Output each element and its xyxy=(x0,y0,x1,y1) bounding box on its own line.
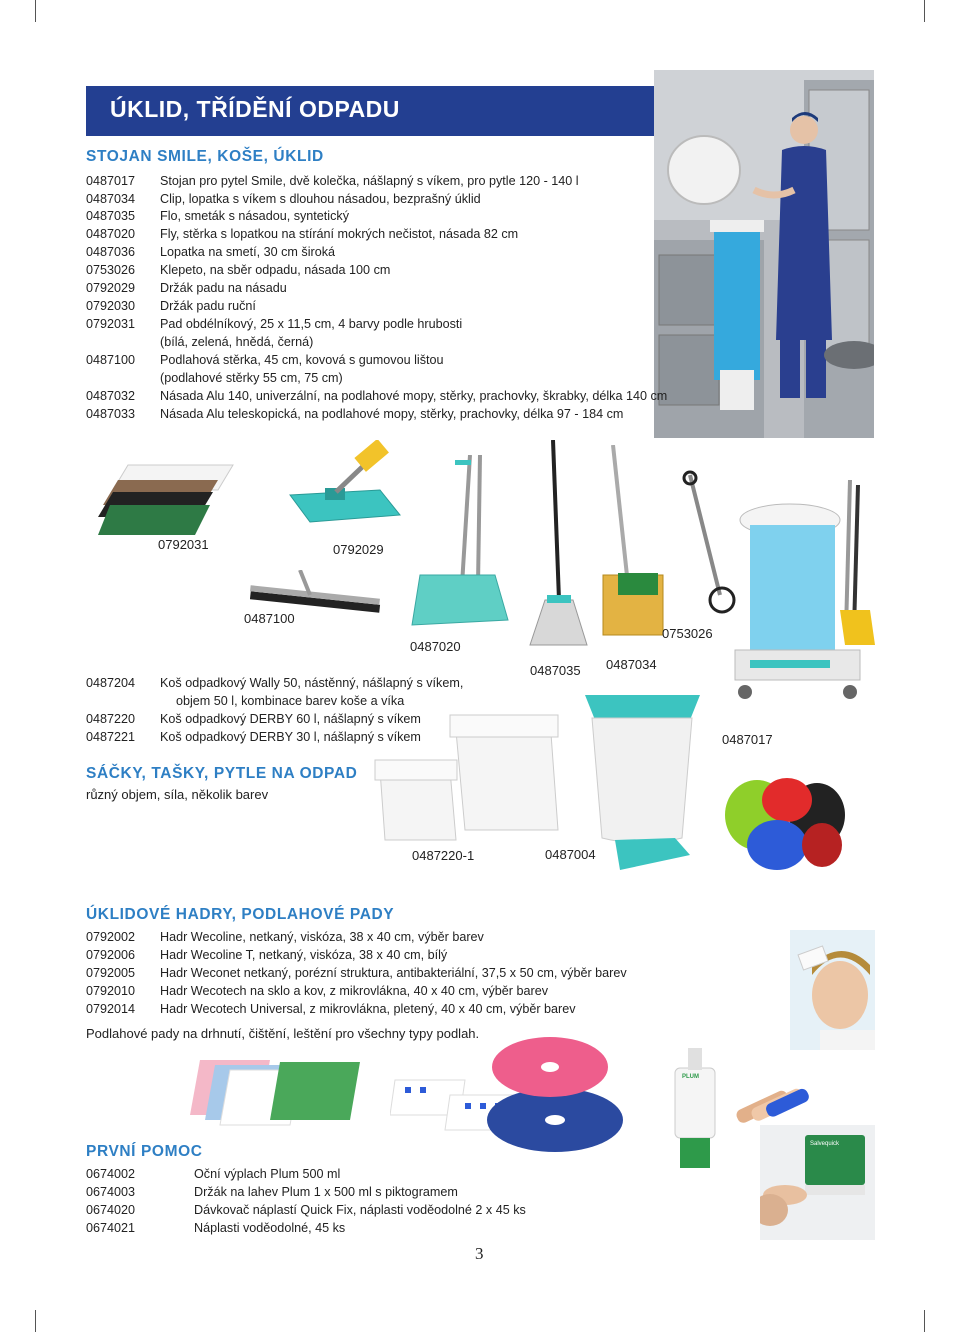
bin-wally-image xyxy=(580,690,710,875)
section-note: Podlahové pady na drhnutí, čištění, leštění pro všechny typy podlah. xyxy=(86,1026,480,1041)
list-item: 0792002 Hadr Wecoline, netkaný, viskóza, 38 x 40 cm, výběr barev xyxy=(86,930,484,944)
pad-holder-image xyxy=(270,440,410,540)
product-caption: 0487034 xyxy=(606,657,657,672)
pads-image xyxy=(98,460,238,540)
rags-image xyxy=(190,1050,365,1130)
crop-mark-bottom-right xyxy=(924,1310,925,1332)
list-item: 0487035 Flo, smeták s násadou, syntetický xyxy=(86,209,349,223)
broom-image xyxy=(525,440,595,655)
list-item: 0753026 Klepeto, na sběr odpadu, násada 100 cm xyxy=(86,263,391,277)
list-item: 0487221 Koš odpadkový DERBY 30 l, nášlapný s víkem xyxy=(86,730,421,744)
product-caption: 0487004 xyxy=(545,847,596,862)
eyewash-photo xyxy=(790,930,875,1050)
list-item: 0674021 Náplasti voděodolné, 45 ks xyxy=(86,1221,346,1235)
section-title-stojan: STOJAN SMILE, KOŠE, ÚKLID xyxy=(86,148,324,165)
list-item: 0674020 Dávkovač náplastí Quick Fix, náplasti voděodolné 2 x 45 ks xyxy=(86,1203,526,1217)
crop-mark-bottom-left xyxy=(35,1310,36,1332)
list-item: 0487017 Stojan pro pytel Smile, dvě kolečka, nášlapný s víkem, pro pytle 120 - 140 l xyxy=(86,174,579,188)
squeegee-image xyxy=(250,570,390,615)
list-item: 0487100 Podlahová stěrka, 45 cm, kovová s gumovou lištou xyxy=(86,353,444,367)
list-item-continuation: (bílá, zelená, hnědá, černá) xyxy=(160,335,314,349)
section-title-sacky: SÁČKY, TAŠKY, PYTLE NA ODPAD xyxy=(86,765,358,782)
page-title: ÚKLID, TŘÍDĚNÍ ODPADU xyxy=(110,96,400,122)
list-item: 0487036 Lopatka na smetí, 30 cm široká xyxy=(86,245,335,259)
list-item: 0792030 Držák padu ruční xyxy=(86,299,256,313)
list-item: 0674003 Držák na lahev Plum 1 x 500 ml s piktogramem xyxy=(86,1185,458,1199)
list-item: 0487034 Clip, lopatka s víkem s dlouhou násadou, bezprašný úklid xyxy=(86,192,481,206)
section-title-hadry: ÚKLIDOVÉ HADRY, PODLAHOVÉ PADY xyxy=(86,906,395,923)
salvequick-label: Salvequick xyxy=(810,1141,840,1147)
cart-image xyxy=(730,470,880,705)
product-caption: 0753026 xyxy=(662,626,713,641)
product-caption: 0487017 xyxy=(722,732,773,747)
list-item: 0792005 Hadr Weconet netkaný, porézní struktura, antibakteriální, 37,5 x 50 cm, výběr barev xyxy=(86,966,627,980)
list-item: 0792010 Hadr Wecotech na sklo a kov, z mikrovlákna, 40 x 40 cm, výběr barev xyxy=(86,984,549,998)
list-item: 0487032 Násada Alu 140, univerzální, na podlahové mopy, stěrky, prachovky, škrabky, délka 140 cm xyxy=(86,389,668,403)
list-item: 0487220 Koš odpadkový DERBY 60 l, nášlapný s víkem xyxy=(86,712,421,726)
list-item: 0792014 Hadr Wecotech Universal, z mikrovlákna, pletený, 40 x 40 cm, výběr barev xyxy=(86,1002,576,1016)
plasters-image xyxy=(730,1080,810,1125)
list-item-continuation: (podlahové stěrky 55 cm, 75 cm) xyxy=(160,371,343,385)
list-item-continuation: objem 50 l, kombinace barev koše a víka xyxy=(176,694,405,708)
product-caption: 0792029 xyxy=(333,542,384,557)
section-title-pomoc: PRVNÍ POMOC xyxy=(86,1143,203,1160)
plum-label: PLUM xyxy=(682,1074,699,1080)
product-caption: 0792031 xyxy=(158,537,209,552)
dustpan-clip-image xyxy=(598,445,668,645)
crop-mark-left xyxy=(35,0,36,22)
dustpan-fly-image xyxy=(400,455,510,635)
page-number: 3 xyxy=(475,1244,484,1263)
list-item: 0487033 Násada Alu teleskopická, na podlahové mopy, stěrky, prachovky, délka 97 - 184 cm xyxy=(86,407,624,421)
list-item: 0792006 Hadr Wecoline T, netkaný, viskóza, 38 x 40 cm, bílý xyxy=(86,948,448,962)
list-item: 0792031 Pad obdélníkový, 25 x 11,5 cm, 4 barvy podle hrubosti xyxy=(86,317,463,331)
product-caption: 0487020 xyxy=(410,639,461,654)
list-item: 0487204 Koš odpadkový Wally 50, nástěnný, nášlapný s víkem, xyxy=(86,676,464,690)
floor-pads-image xyxy=(480,1025,630,1155)
product-caption: 0487220-1 xyxy=(412,848,475,863)
plum-bottle-image xyxy=(670,1048,720,1173)
section-subtitle: různý objem, síla, několik barev xyxy=(86,787,269,802)
bags-image xyxy=(722,770,847,875)
crop-mark-right xyxy=(924,0,925,22)
list-item: 0674002 Oční výplach Plum 500 ml xyxy=(86,1167,341,1181)
list-item: 0792029 Držák padu na násadu xyxy=(86,281,287,295)
product-caption: 0487100 xyxy=(244,611,295,626)
list-item: 0487020 Fly, stěrka s lopatkou na stírání mokrých nečistot, násada 82 cm xyxy=(86,227,519,241)
kitchen-photo xyxy=(654,70,874,438)
product-caption: 0487035 xyxy=(530,663,581,678)
